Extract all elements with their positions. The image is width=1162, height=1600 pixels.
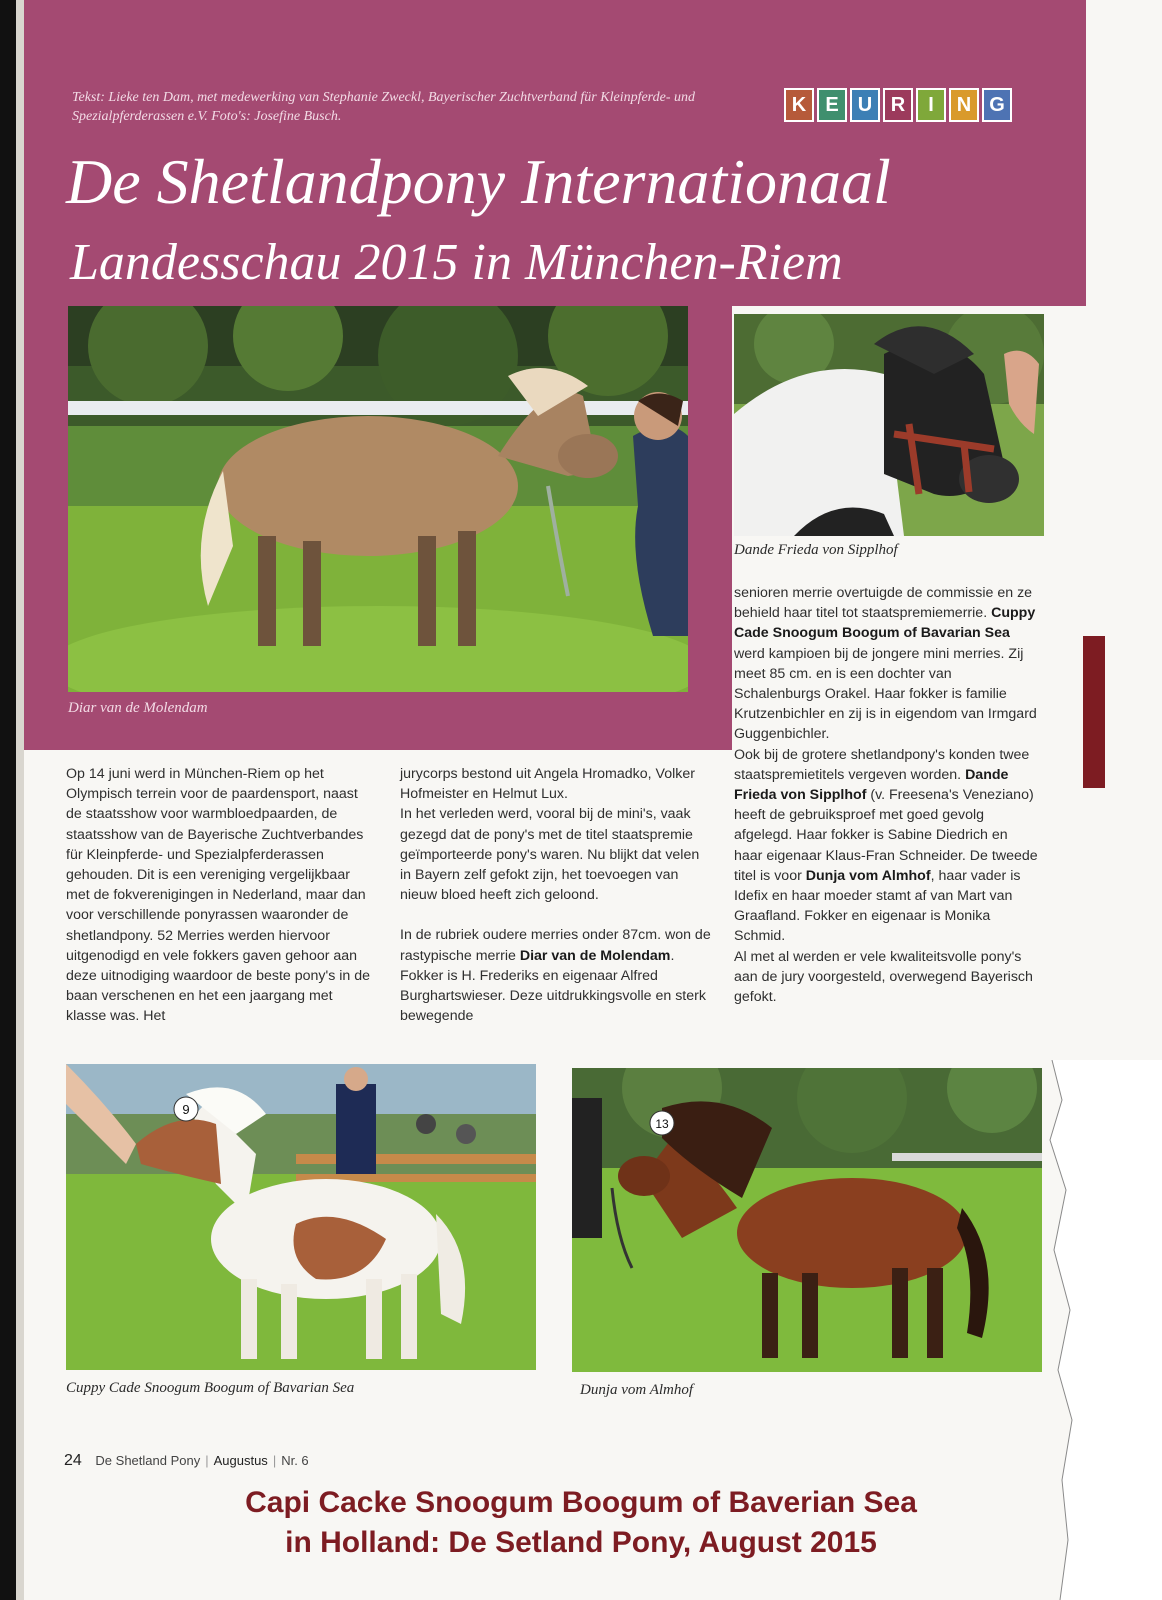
page-number: 24 xyxy=(64,1452,82,1469)
bottom-left-photo-caption: Cuppy Cade Snoogum Boogum of Bavarian Sea xyxy=(66,1380,355,1396)
article-subtitle: Landesschau 2015 in München-Riem xyxy=(70,234,843,291)
badge-letter: E xyxy=(817,88,847,122)
paragraph: Op 14 juni werd in München-Riem op het Olympisch terrein voor de paardensport, naast de staatsshow voor warmbloedpaarden, de staatsshow van de Bayerische Zuchtverbandes für Kleinpferde- und Spezialpferderassen gehouden. Dit is een vereniging vergelijkbaar met de fokverenigingen in Nederland, maar dan voor verschillende ponyrassen waaronder de shetlandpony. 52 Merries werden hiervoor uitgenodigd en vele fokkers gaven gehoor aan deze uitnodiging waardoor de beste pony's in de baan verschenen en het een jaargang met klasse was. Het xyxy=(66,766,371,1025)
show-number: 9 xyxy=(182,1102,190,1117)
scan-edge xyxy=(0,0,16,1600)
paragraph: Ook bij de grotere shetlandpony's konden twee staatspremietitels vergeven worden. Dande Frieda von Sipplhof (v. Freesena's Veneziano) heeft de gebruiksproef met goed gevolg afgelegd. Haar fokker is Sabine Diedrich en haar eigenaar Klaus-Fran Schneider. De tweede titel is voor Dunja vom Almhof, haar vader is Idefix en haar moeder stamt af van Mart van Graafland. Fokker en eigenaar is Monika Schmid. xyxy=(734,746,1038,945)
main-photo-caption: Diar van de Molendam xyxy=(68,700,208,716)
text-column-1 xyxy=(66,764,376,1027)
paragraph: senioren merrie overtuigde de commissie en ze behield haar titel tot staatspremiemerrie. Cuppy Cade Snoogum Boogum of Bavarian Sea werd kampioen bij de jongere mini merries. Zij meet 85 cm. en is een dochter van Schalenburgs Orakel. Haar fokker is familie Krutzenbichler en zij is in eigendom van Irmgard Guggenbichler. xyxy=(734,585,1037,743)
photo-top-right-pony-head xyxy=(734,314,1044,536)
page-footer: 24 De Shetland Pony | Augustus | Nr. 6 xyxy=(64,1452,309,1469)
side-accent-bar xyxy=(1083,636,1105,788)
badge-letter: G xyxy=(982,88,1012,122)
issue-number: Nr. 6 xyxy=(281,1453,309,1468)
text-column-2 xyxy=(400,764,712,1026)
issue-month: Augustus xyxy=(213,1453,268,1468)
photo-bottom-right-bay-pony xyxy=(572,1068,1042,1372)
section-badge-keuring xyxy=(784,88,1012,122)
badge-letter: R xyxy=(883,88,913,122)
paragraph: jurycorps bestond uit Angela Hromadko, Volker Hofmeister en Helmut Lux. xyxy=(400,766,695,803)
annotation-line-2: in Holland: De Setland Pony, August 2015 xyxy=(285,1526,877,1559)
badge-letter: U xyxy=(850,88,880,122)
bottom-right-photo-caption: Dunja vom Almhof xyxy=(580,1382,694,1398)
scan-edge-shadow xyxy=(16,0,24,1600)
badge-letter: I xyxy=(916,88,946,122)
photo-main-palomino-pony xyxy=(68,306,688,692)
top-right-photo-caption: Dande Frieda von Sipplhof xyxy=(734,542,898,558)
paragraph: In het verleden werd, vooral bij de mini's, vaak gezegd dat de pony's met de titel staatspremie geïmporteerde pony's waren. Nu blijkt dat velen in Bayern zelf gefokt zijn, het toevoegen van nieuw bloed heeft zich geloond. xyxy=(400,806,700,904)
photo-bottom-left-skewbald-pony xyxy=(66,1064,536,1370)
show-number: 13 xyxy=(655,1117,669,1131)
badge-letter: N xyxy=(949,88,979,122)
badge-letter: K xyxy=(784,88,814,122)
article-title: De Shetlandpony Internationaal xyxy=(66,146,891,217)
text-column-3 xyxy=(734,583,1038,1007)
paragraph: Al met al werden er vele kwaliteitsvolle pony's aan de jury voorgesteld, overwegend Bayerisch gefokt. xyxy=(734,948,1033,1006)
annotation-line-1: Capi Cacke Snoogum Boogum of Baverian Sea xyxy=(245,1486,917,1519)
article-credits: Tekst: Lieke ten Dam, met medewerking van Stephanie Zweckl, Bayerischer Zuchtverband für Kleinpferde- und Spezialpferderassen e.V. Foto's: Josefine Busch. xyxy=(72,90,695,124)
magazine-name: De Shetland Pony xyxy=(95,1453,201,1468)
paragraph: In de rubriek oudere merries onder 87cm. won de rastypische merrie Diar van de Molendam. Fokker is H. Frederiks en eigenaar Alfred Burghartswieser. Deze uitdrukkingsvolle en sterk bewegende xyxy=(400,927,711,1025)
